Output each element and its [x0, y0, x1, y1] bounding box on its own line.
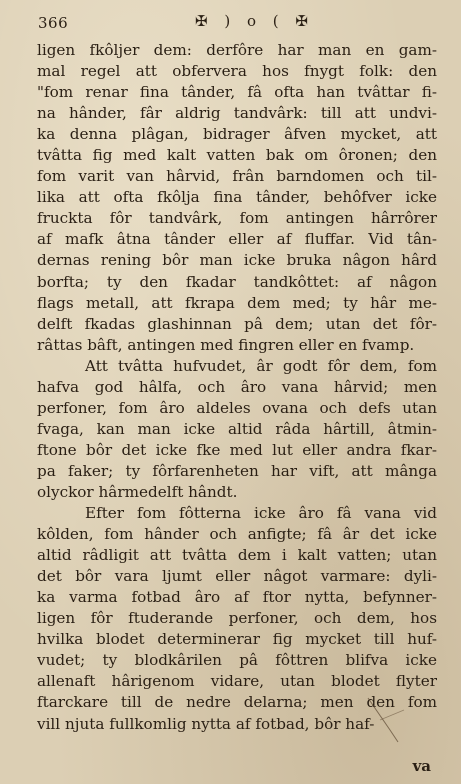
text-line: pa faker; ty fôrfarenheten har vift, att mânga — [37, 461, 437, 480]
text-line: borfta; ty den fkadar tandkôttet: af nâgon — [37, 272, 437, 291]
ink-scratch-mark — [360, 690, 430, 750]
text-line: ligen fkôljer dem: derfôre har man en gam- — [37, 41, 437, 59]
text-line: det bôr vara ljumt eller nâgot varmare: dyli- — [37, 567, 437, 586]
text-line: af mafk âtna tânder eller af fluffar. Vid tân- — [37, 230, 437, 249]
text-line: dernas rening bôr man icke bruka nâgon hârd — [37, 251, 437, 270]
page-number: 366 — [38, 14, 69, 32]
text-line: fruckta fôr tandvârk, fom antingen hârrôrer — [37, 209, 437, 228]
body-text — [37, 40, 437, 735]
text-line: ligen fôr ftuderande perfoner, och dem, hos — [37, 609, 437, 628]
text-line: ftone bôr det icke fke med lut eller andra fkar- — [37, 440, 437, 459]
text-line: fom varit van hârvid, frân barndomen och til- — [37, 167, 437, 186]
text-line: "fom renar fina tânder, fâ ofta han tvâttar fi- — [37, 83, 437, 102]
page-header — [38, 12, 431, 38]
text-line: vudet; ty blodkârilen pâ fôttren blifva icke — [37, 651, 437, 670]
text-line: vill njuta fullkomlig nytta af fotbad, bôr haf- — [37, 714, 375, 733]
text-line: altid râdligit att tvâtta dem i kalt vatten; utan — [37, 546, 437, 565]
text-line: ftarckare till de nedre delarna; men den fom — [37, 693, 437, 712]
text-line: allenaft hârigenom vidare, utan blodet flyter — [37, 672, 437, 691]
text-line: lika att ofta fkôlja fina tânder, behôfver icke — [37, 188, 437, 207]
text-line: hvilka blodet determinerar fig mycket till huf- — [37, 630, 437, 649]
text-line: Efter fom fôtterna icke âro fâ vana vid — [85, 504, 437, 523]
text-line: na hânder, fâr aldrig tandvârk: till att undvi- — [37, 104, 437, 123]
header-ornament: ✠ ) o ( ✠ — [195, 12, 314, 30]
text-line: ka denna plâgan, bidrager âfven mycket, att — [37, 125, 437, 144]
text-line: perfoner, fom âro aldeles ovana och defs utan — [37, 398, 437, 417]
text-line: delft fkadas glashinnan pâ dem; utan det fôr- — [37, 314, 437, 333]
text-line: ka varma fotbad âro af ftor nytta, befynner- — [37, 588, 437, 607]
text-line: olyckor hârmedelft hândt. — [37, 482, 238, 501]
text-line: Att tvâtta hufvudet, âr godt fôr dem, fom — [85, 356, 437, 375]
text-line: kôlden, fom hânder och anfigte; fâ âr det icke — [37, 525, 437, 544]
text-line: fvaga, kan man icke altid râda hârtill, âtmin- — [37, 419, 437, 438]
text-line: tvâtta fig med kalt vatten bak om ôronen; den — [37, 146, 437, 165]
catchword: va — [412, 757, 431, 775]
text-line: flags metall, att fkrapa dem med; ty hâr me- — [37, 293, 437, 312]
text-line: hafva god hâlfa, och âro vana hârvid; men — [37, 377, 437, 396]
text-line: râttas bâft, antingen med fingren eller en fvamp. — [37, 335, 415, 354]
text-line: mal regel att obfervera hos fnygt folk: den — [37, 62, 437, 81]
